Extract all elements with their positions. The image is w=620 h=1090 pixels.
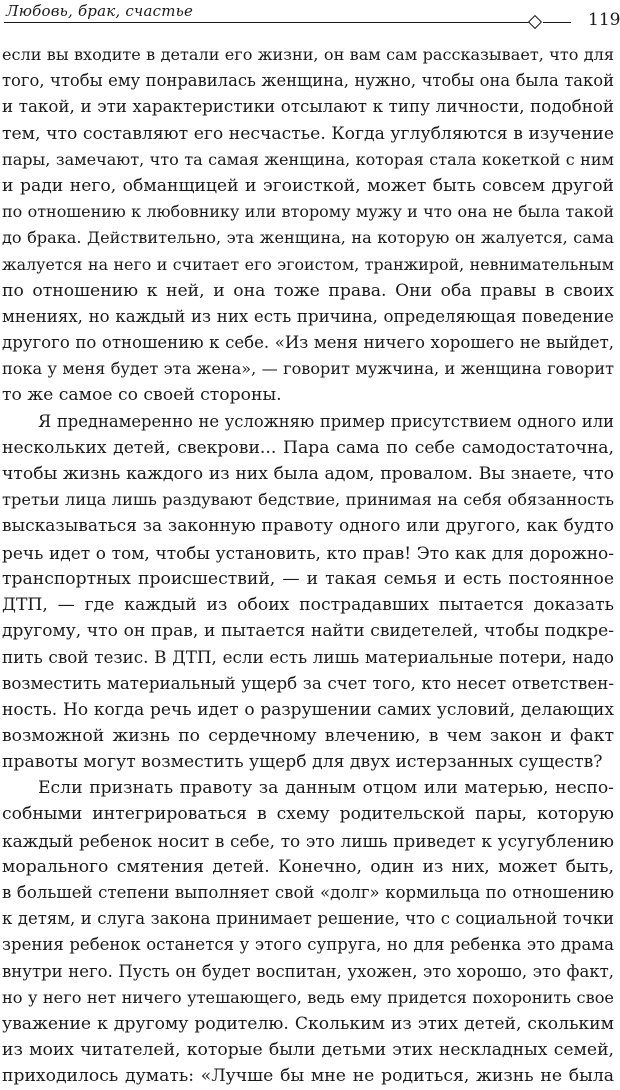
text-line: каждый ребенок носит в себе, то это лишь приведет к усугублению bbox=[2, 830, 614, 851]
text-line: зрения ребенок останется у этого супруга, но для ребенка это драма bbox=[2, 935, 614, 955]
text-line: нескольких детей, свекрови... Пара сама по себе самодостаточна, bbox=[2, 437, 614, 458]
text-line: и ради него, обманщицей и эгоисткой, может быть совсем другой bbox=[2, 175, 614, 196]
text-line: пары, замечают, что та самая женщина, которая стала кокеткой с ним bbox=[2, 149, 614, 169]
text-line: внутри него. Пусть он будет воспитан, ухожен, это хорошо, это факт, bbox=[2, 961, 614, 981]
text-line: пока у меня будет эта жена», — говорит мужчина, и женщина говорит bbox=[2, 359, 614, 379]
body-text bbox=[0, 42, 614, 1090]
text-line: если вы входите в детали его жизни, он вам сам рассказывает, что для bbox=[2, 45, 614, 64]
text-line: морального смятения детей. Конечно, один из них, может быть, bbox=[2, 856, 614, 877]
text-line: Я преднамеренно не усложняю пример присутствием одного или bbox=[38, 411, 614, 431]
text-line: правоты могут возместить ущерб для двух истерзанных существ? bbox=[2, 752, 603, 773]
text-line: чтобы жизнь каждого из них была адом, провалом. Вы знаете, что bbox=[2, 464, 614, 484]
text-line: и такой, и эти характеристики отсылают к типу личности, подобной bbox=[2, 97, 614, 117]
text-line: по отношению к любовнику или второму мужу и что она не была такой bbox=[2, 202, 614, 222]
text-line: но у него нет ничего утешающего, ведь ему придется похоронить свое bbox=[2, 987, 614, 1007]
text-line: ДТП, — где каждый из обоих пострадавших пытается доказать bbox=[2, 594, 614, 615]
text-line: высказываться за законную правоту одного или другого, как будто bbox=[2, 516, 614, 537]
text-line: того, чтобы ему понравилась женщина, нужно, чтобы она была такой bbox=[2, 71, 614, 91]
text-line: другого по отношению к себе. «Из меня ничего хорошего не выйдет, bbox=[2, 333, 614, 353]
text-line: третьи лица лишь раздувают бедствие, принимая на себя обязанность bbox=[2, 490, 614, 510]
text-line: собными интегрироваться в схему родительской пары, которую bbox=[2, 804, 614, 825]
text-line: до брака. Действительно, эта женщина, на которую он жалуется, сама bbox=[2, 228, 614, 248]
running-head bbox=[0, 0, 620, 40]
text-line: в большей степени выполняет свой «долг» кормильца по отношению bbox=[2, 883, 614, 902]
text-line: из моих читателей, которые были детьми этих нескладных семей, bbox=[2, 1040, 614, 1061]
text-line: к детям, и слуга закона принимает решение, что с социальной точки bbox=[2, 909, 614, 929]
text-line: другому, что он прав, и пытается найти свидетелей, чтобы подкре- bbox=[2, 621, 614, 642]
text-line: Если признать правоту за данным отцом или матерью, неспо- bbox=[38, 778, 614, 799]
text-line: возможной жизнь по сердечному влечению, в чем закон и факт bbox=[2, 725, 614, 746]
text-line: то же самое со своей стороны. bbox=[2, 385, 282, 406]
text-line: уважение к другому родителю. Скольким из этих детей, скольким bbox=[2, 1013, 614, 1034]
text-line: жалуется на него и считает его эгоистом, транжирой, невнимательным bbox=[2, 254, 614, 274]
header-rule bbox=[4, 22, 534, 23]
text-line: ность. Но когда речь идет о разрушении самих условий, делающих bbox=[2, 699, 614, 720]
text-line: тем, что составляют его несчастье. Когда углубляются в изучение bbox=[2, 123, 614, 144]
text-line: речь идет о том, чтобы установить, кто прав! Это как для дорожно- bbox=[2, 542, 614, 563]
header-rule-tail bbox=[543, 22, 571, 23]
diamond-ornament-icon bbox=[528, 15, 542, 29]
page-number: 119 bbox=[588, 10, 620, 30]
text-line: приходилось думать: «Лучше бы мне не родиться, жизнь не была bbox=[2, 1066, 614, 1087]
text-line: по отношению к ней, и она тоже права. Они оба правы в своих bbox=[2, 280, 614, 301]
text-line: пить свой тезис. В ДТП, если есть лишь материальные потери, надо bbox=[2, 647, 614, 668]
text-line: возместить материальный ущерб за счет того, кто несет ответствен- bbox=[2, 673, 614, 693]
running-title: Любовь, брак, счастье bbox=[6, 2, 194, 20]
text-line: мнениях, но каждый из них есть причина, определяющая поведение bbox=[2, 306, 614, 326]
text-line: транспортных происшествий, — и такая семья и есть постоянное bbox=[2, 568, 614, 589]
